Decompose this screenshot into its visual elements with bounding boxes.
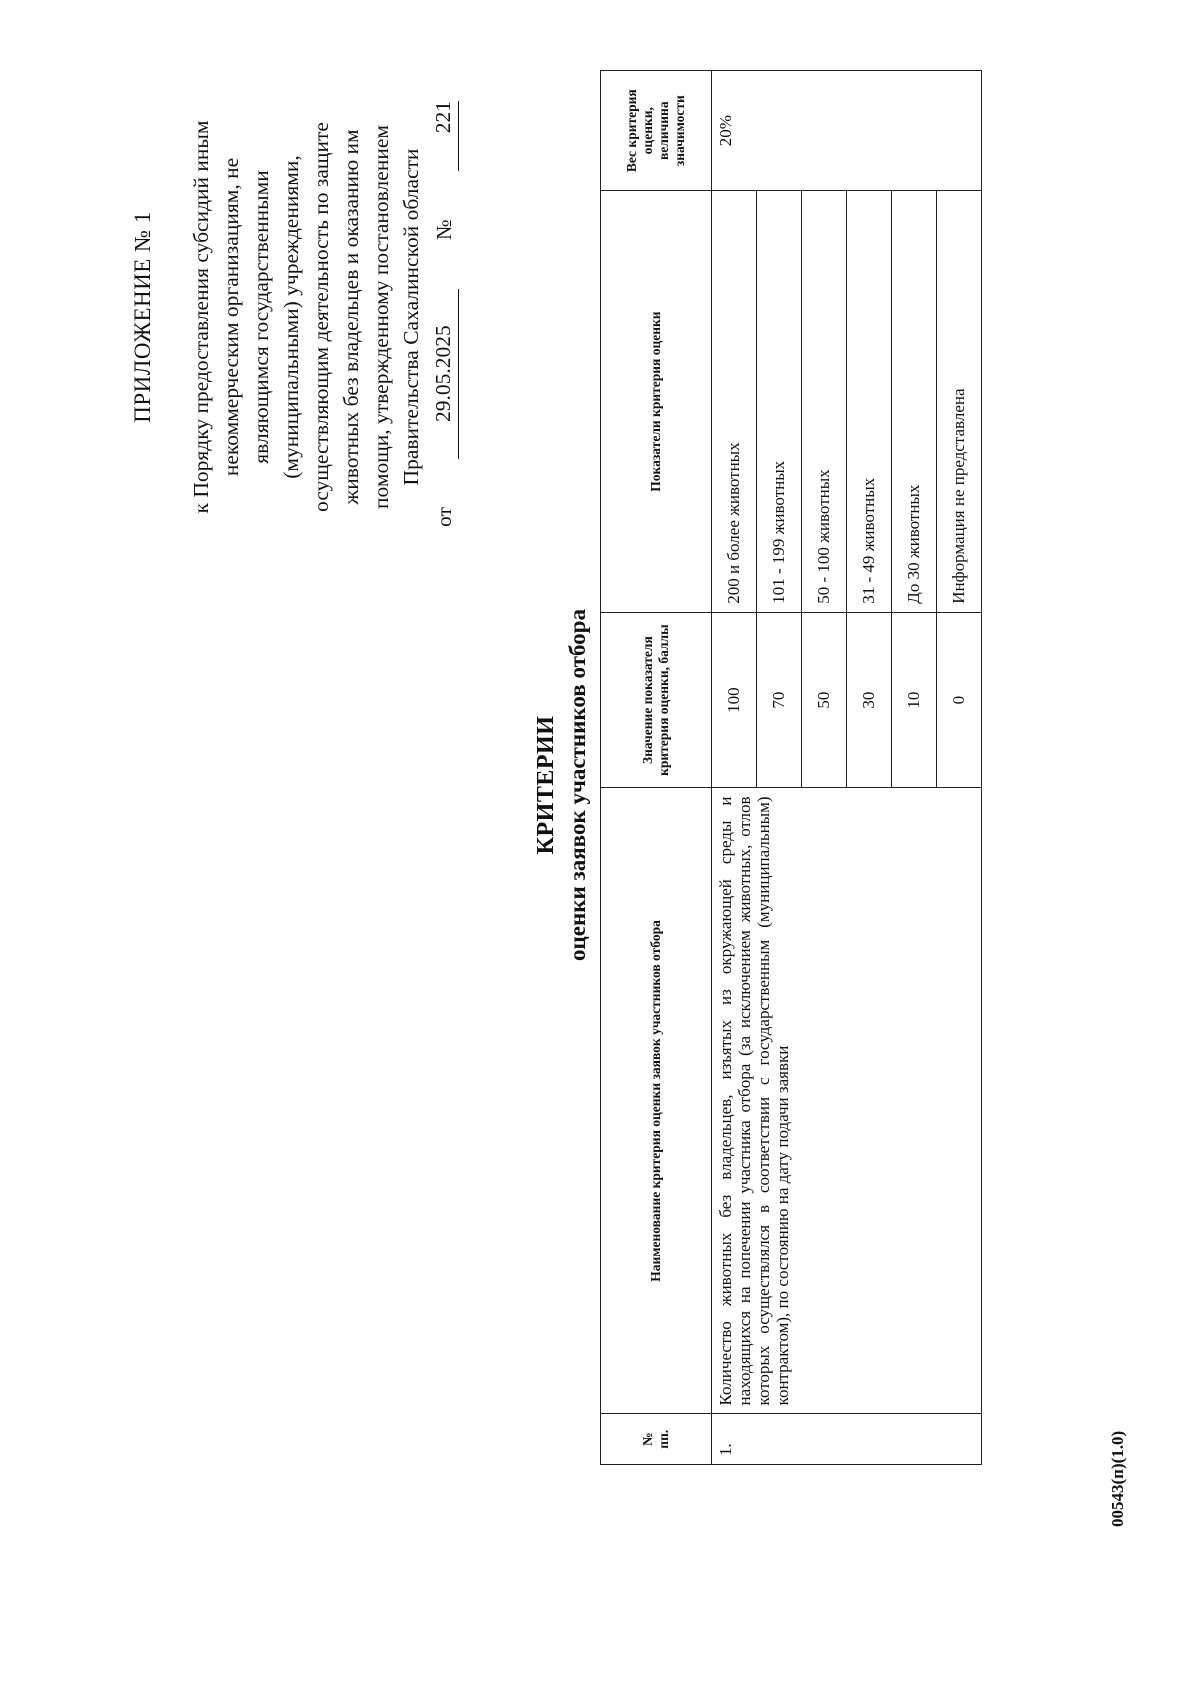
appendix-line: животных без владельцев и оказанию им [339,129,363,505]
appendix-line: некоммерческим организациям, не [219,157,243,477]
header-num: № пп. [601,1414,712,1465]
criterion-weight: 20% [712,71,982,191]
criteria-table [600,70,982,1465]
indicator-text: Информация не представлена [937,191,982,612]
appendix-line: Правительства Сахалинской области [399,148,423,486]
criterion-number: 1. [712,1414,982,1465]
document-title: КРИТЕРИИ [533,715,559,855]
score-value: 50 [802,612,847,788]
indicator-text: 50 - 100 животных [802,191,847,612]
header-weight: Вес критерия оценки, величина значимости [601,71,712,191]
appendix-date: 29.05.2025 [428,289,459,459]
document-subtitle: оценки заявок участников отбора [565,609,590,961]
score-value: 100 [712,612,757,788]
appendix-description [186,97,426,537]
appendix-number: 221 [428,101,459,171]
table-header-row [601,71,712,1465]
appendix-line: являющимся государственными [249,170,273,464]
appendix-line: помощи, утвержденному постановлением [369,125,393,509]
table-row [712,71,757,1465]
header-name: Наименование критерия оценки заявок участников отбора [601,788,712,1414]
header-value: Значение показателя критерия оценки, баллы [601,612,712,788]
appendix-title: ПРИЛОЖЕНИЕ № 1 [130,211,155,423]
appendix-line: (муниципальными) учреждениями, [279,155,303,479]
criterion-name: Количество животных без владельцев, изъятых из окружающей среды и находящихся на попечении участника отбора (за исключением животных, отлов которых осуществлялся в соответствии с государственным (муниципальным) контрактом), по состоянию на дату подачи заявки [712,788,982,1414]
indicator-text: 101 - 199 животных [757,191,802,612]
score-value: 30 [847,612,892,788]
indicator-text: 31 - 49 животных [847,191,892,612]
indicator-text: 200 и более животных [712,191,757,612]
indicator-text: До 30 животных [892,191,937,612]
date-prefix: от [432,507,456,527]
appendix-header [128,97,459,537]
appendix-line: к Порядку предоставления субсидий иным [189,120,213,514]
appendix-line: осуществляющим деятельность по защите [309,122,333,512]
score-value: 10 [892,612,937,788]
score-value: 70 [757,612,802,788]
score-value: 0 [937,612,982,788]
number-prefix: № [432,219,456,241]
header-indicator: Показатели критерия оценки [601,191,712,612]
document-code: 00543(п)(1.0) [1108,1430,1127,1527]
appendix-date-line [428,97,459,537]
